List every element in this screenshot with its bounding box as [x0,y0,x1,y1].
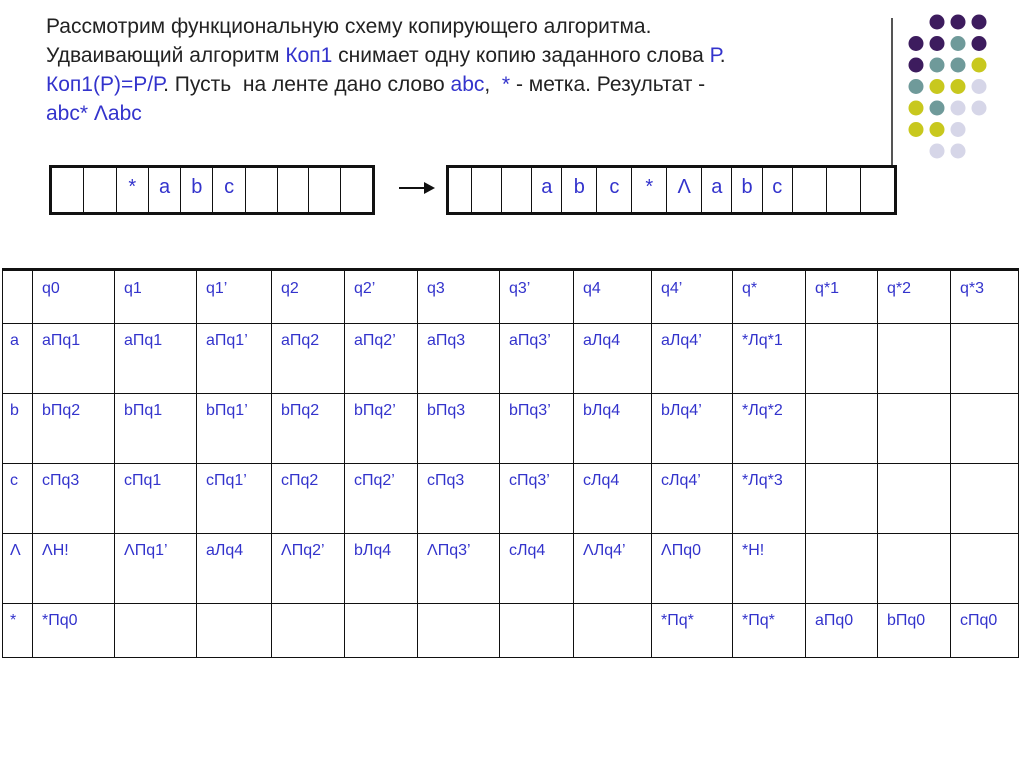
column-header: q4’ [652,270,733,324]
column-header: q* [733,270,806,324]
table-row [3,464,1019,534]
tape-cell [52,168,84,212]
table-cell: ΛПq3’ [418,534,500,604]
table-cell: ΛПq0 [652,534,733,604]
table-cell: bПq1 [115,394,197,464]
tape-cell: a [532,168,562,212]
column-header: q3 [418,270,500,324]
table-cell: aПq3 [418,324,500,394]
tape-before [49,165,375,215]
table-cell: aПq2’ [345,324,418,394]
decorative-dot [951,122,966,137]
table-cell [878,324,951,394]
decorative-dot [930,144,945,159]
title-line-4: abc* Λabc [46,102,142,125]
decorative-dot [930,79,945,94]
decorative-dot [951,144,966,159]
column-header: q3’ [500,270,574,324]
column-header: q2 [272,270,345,324]
table-cell [878,534,951,604]
table-cell [878,394,951,464]
column-header: q*2 [878,270,951,324]
table-cell: ΛПq1’ [115,534,197,604]
tape-cell: * [632,168,667,212]
decorative-dot [930,15,945,30]
decorative-dots [895,8,1015,168]
tape-after [446,165,897,215]
column-header: q2’ [345,270,418,324]
table-cell: aЛq4 [574,324,652,394]
table-cell: cПq2 [272,464,345,534]
tape-cell [449,168,472,212]
table-cell [272,604,345,658]
table-cell: *Лq*3 [733,464,806,534]
table-cell [878,464,951,534]
tape-cell: * [117,168,149,212]
tape-cell: b [181,168,213,212]
decorative-divider [891,18,893,166]
tape-cell [309,168,340,212]
table-cell: aПq1 [115,324,197,394]
decorative-dot [951,58,966,73]
table-cell: bПq3 [418,394,500,464]
table-cell: *Пq* [733,604,806,658]
table-cell: *Пq* [652,604,733,658]
tape-cell [472,168,502,212]
table-cell [951,394,1019,464]
tape-cell [341,168,372,212]
table-cell: cПq3 [33,464,115,534]
row-header: * [3,604,33,658]
function-table [2,268,1019,658]
arrow-right-icon [398,179,436,197]
table-cell [806,324,878,394]
title-line-2: Удваивающий алгоритм Коп1 снимает одну копию заданного слова Р. [46,44,726,67]
table-cell: bЛq4 [574,394,652,464]
tape-cell: c [213,168,245,212]
table-cell: *H! [733,534,806,604]
column-header: q1’ [197,270,272,324]
table-cell [115,604,197,658]
table-cell: bЛq4 [345,534,418,604]
column-header: q4 [574,270,652,324]
table-cell: *Лq*2 [733,394,806,464]
table-cell: ΛH! [33,534,115,604]
table-cell [345,604,418,658]
table-cell [806,534,878,604]
table-cell [197,604,272,658]
tape-cell: c [763,168,793,212]
table-cell: aЛq4 [197,534,272,604]
table-cell: bПq3’ [500,394,574,464]
tape-cell: Λ [667,168,702,212]
decorative-dot [930,122,945,137]
table-cell: cПq1 [115,464,197,534]
row-header: a [3,324,33,394]
row-header: b [3,394,33,464]
table-cell: *Лq*1 [733,324,806,394]
title-line-1: Рассмотрим функциональную схему копирующего алгоритма. [46,15,652,38]
table-cell [951,324,1019,394]
table-cell: cЛq4 [574,464,652,534]
table-cell: cПq0 [951,604,1019,658]
row-header: Λ [3,534,33,604]
table-cell: cПq3’ [500,464,574,534]
table-cell: aПq3’ [500,324,574,394]
table-cell [806,394,878,464]
table-row [3,324,1019,394]
table-cell: *Пq0 [33,604,115,658]
decorative-dot [972,79,987,94]
table-cell: aПq1 [33,324,115,394]
table-cell: cПq2’ [345,464,418,534]
decorative-dot [951,15,966,30]
column-header: q*1 [806,270,878,324]
decorative-dot [909,36,924,51]
table-cell: cЛq4’ [652,464,733,534]
decorative-dot [930,101,945,116]
decorative-dot [972,15,987,30]
column-header: q0 [33,270,115,324]
decorative-dot [909,58,924,73]
decorative-dot [930,58,945,73]
table-row [3,534,1019,604]
table-cell [574,604,652,658]
tape-cell [793,168,827,212]
tape-cell [246,168,278,212]
tape-cell [278,168,309,212]
table-cell: aПq1’ [197,324,272,394]
decorative-dot [909,101,924,116]
table-row [3,604,1019,658]
table-cell: aПq2 [272,324,345,394]
column-header [3,270,33,324]
table-cell: cЛq4 [500,534,574,604]
decorative-dot [951,79,966,94]
decorative-dot [951,36,966,51]
decorative-dot [909,79,924,94]
table-cell: aЛq4’ [652,324,733,394]
column-header: q1 [115,270,197,324]
table-cell: bПq2 [272,394,345,464]
column-header: q*3 [951,270,1019,324]
tape-cell: b [562,168,597,212]
table-cell: ΛПq2’ [272,534,345,604]
table-cell: cПq1’ [197,464,272,534]
table-cell [951,534,1019,604]
tape-cell: b [732,168,762,212]
tape-cell [861,168,894,212]
table-cell: cПq3 [418,464,500,534]
decorative-dot [909,122,924,137]
table-cell: bПq2’ [345,394,418,464]
decorative-dot [972,58,987,73]
row-header: c [3,464,33,534]
table-cell: bЛq4’ [652,394,733,464]
decorative-dot [972,101,987,116]
table-cell: bПq2 [33,394,115,464]
tape-cell [502,168,532,212]
tape-cell [84,168,116,212]
table-cell [951,464,1019,534]
table-row [3,394,1019,464]
title-line-3: Коп1(Р)=Р/Р. Пусть на ленте дано слово abc, * - метка. Результат - [46,73,706,96]
tape-cell: a [702,168,732,212]
decorative-dot [930,36,945,51]
table-cell [418,604,500,658]
table-cell: ΛЛq4’ [574,534,652,604]
tape-cell [827,168,861,212]
tape-cell: a [149,168,181,212]
table-cell: bПq0 [878,604,951,658]
table-cell: bПq1’ [197,394,272,464]
table-cell [500,604,574,658]
table-cell [806,464,878,534]
decorative-dot [972,36,987,51]
decorative-dot [951,101,966,116]
table-header-row [3,270,1019,324]
tape-cell: c [597,168,632,212]
slide-title [46,12,876,128]
table-cell: aПq0 [806,604,878,658]
